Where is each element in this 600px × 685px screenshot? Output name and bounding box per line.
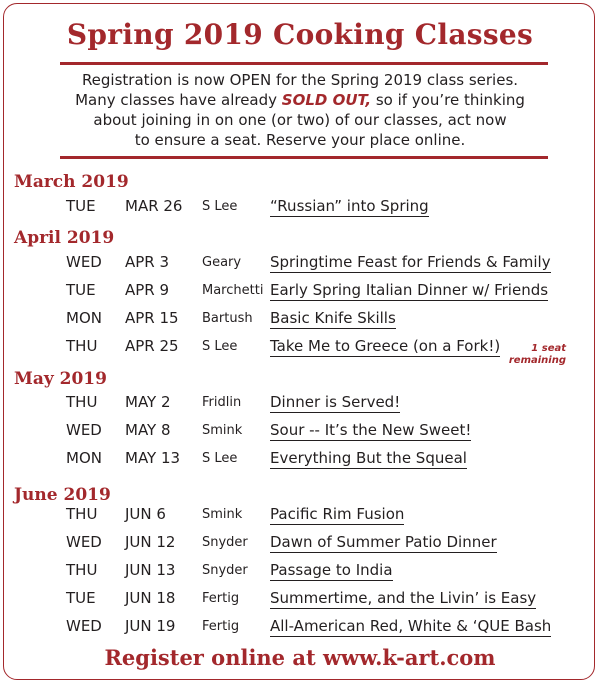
class-day: WED: [66, 617, 102, 635]
class-day: THU: [66, 505, 98, 523]
class-date: JUN 18: [125, 589, 176, 607]
divider-bottom: [60, 156, 548, 159]
class-instructor: Fertig: [202, 591, 240, 606]
class-link[interactable]: “Russian” into Spring: [270, 197, 429, 215]
class-instructor: Geary: [202, 255, 242, 270]
sold-out-text: SOLD OUT,: [281, 91, 372, 109]
class-row: [0, 533, 600, 555]
class-instructor: Smink: [202, 423, 243, 438]
class-row: [0, 393, 600, 415]
class-row: [0, 505, 600, 527]
class-date: MAY 8: [125, 421, 171, 439]
class-date: APR 25: [125, 337, 179, 355]
divider-top: [60, 62, 548, 65]
class-link[interactable]: Take Me to Greece (on a Fork!): [270, 337, 501, 355]
class-instructor: Fertig: [202, 619, 240, 634]
month-heading-june: June 2019: [14, 485, 111, 505]
class-row: [0, 253, 600, 275]
class-link[interactable]: Early Spring Italian Dinner w/ Friends: [270, 281, 549, 299]
class-instructor: Bartush: [202, 311, 253, 326]
class-link[interactable]: Summertime, and the Livin’ is Easy: [270, 589, 537, 607]
class-link[interactable]: Springtime Feast for Friends & Family: [270, 253, 551, 271]
class-link[interactable]: Basic Knife Skills: [270, 309, 396, 327]
class-instructor: Fridlin: [202, 395, 242, 410]
class-date: JUN 12: [125, 533, 176, 551]
class-day: TUE: [66, 589, 96, 607]
seat-remaining-badge: [492, 343, 566, 367]
class-date: APR 9: [125, 281, 170, 299]
intro-line-4: to ensure a seat. Reserve your place online.: [134, 131, 466, 149]
class-link[interactable]: Passage to India: [270, 561, 393, 579]
class-link[interactable]: Sour -- It’s the New Sweet!: [270, 421, 472, 439]
class-date: JUN 19: [125, 617, 176, 635]
class-date: APR 15: [125, 309, 179, 327]
class-row: [0, 589, 600, 611]
class-day: TUE: [66, 281, 96, 299]
class-day: WED: [66, 421, 102, 439]
class-day: THU: [66, 337, 98, 355]
intro-line-2-start: Many classes have already: [75, 91, 282, 109]
class-day: THU: [66, 561, 98, 579]
class-instructor: Marchetti: [202, 283, 264, 298]
class-row: [0, 617, 600, 639]
class-instructor: S Lee: [202, 451, 238, 466]
month-heading-may: May 2019: [14, 369, 107, 389]
class-day: WED: [66, 533, 102, 551]
class-row: [0, 561, 600, 583]
seat-remaining-label: remaining: [508, 355, 566, 366]
class-link[interactable]: All-American Red, White & ‘QUE Bash: [270, 617, 552, 635]
class-row: [0, 449, 600, 471]
class-day: WED: [66, 253, 102, 271]
class-row: [0, 197, 600, 219]
month-heading-april: April 2019: [14, 228, 115, 248]
class-row: [0, 281, 600, 303]
class-link[interactable]: Dawn of Summer Patio Dinner: [270, 533, 497, 551]
page-title: Spring 2019 Cooking Classes: [66, 18, 534, 51]
class-date: MAR 26: [125, 197, 183, 215]
intro-line-1: Registration is now OPEN for the Spring 2019 class series.: [81, 71, 519, 89]
class-link[interactable]: Everything But the Squeal: [270, 449, 467, 467]
month-heading-march: March 2019: [14, 172, 129, 192]
class-row: [0, 421, 600, 443]
class-day: TUE: [66, 197, 96, 215]
class-date: JUN 13: [125, 561, 176, 579]
intro-line-3: about joining in on one (or two) of our classes, act now: [93, 111, 507, 129]
class-date: JUN 6: [125, 505, 166, 523]
class-instructor: Smink: [202, 507, 243, 522]
class-instructor: Snyder: [202, 563, 248, 578]
class-date: MAY 2: [125, 393, 171, 411]
seat-count: 1 seat: [531, 343, 566, 354]
class-date: MAY 13: [125, 449, 181, 467]
intro-text: [40, 70, 560, 150]
class-row: [0, 309, 600, 331]
class-instructor: Snyder: [202, 535, 248, 550]
intro-line-2-end: so if you’re thinking: [371, 91, 525, 109]
class-day: MON: [66, 309, 102, 327]
class-day: THU: [66, 393, 98, 411]
class-day: MON: [66, 449, 102, 467]
class-link[interactable]: Dinner is Served!: [270, 393, 401, 411]
class-date: APR 3: [125, 253, 170, 271]
class-instructor: S Lee: [202, 199, 238, 214]
intro-line-2: [40, 90, 560, 110]
class-instructor: S Lee: [202, 339, 238, 354]
class-link[interactable]: Pacific Rim Fusion: [270, 505, 405, 523]
register-online-link[interactable]: Register online at www.k-art.com: [104, 645, 496, 670]
